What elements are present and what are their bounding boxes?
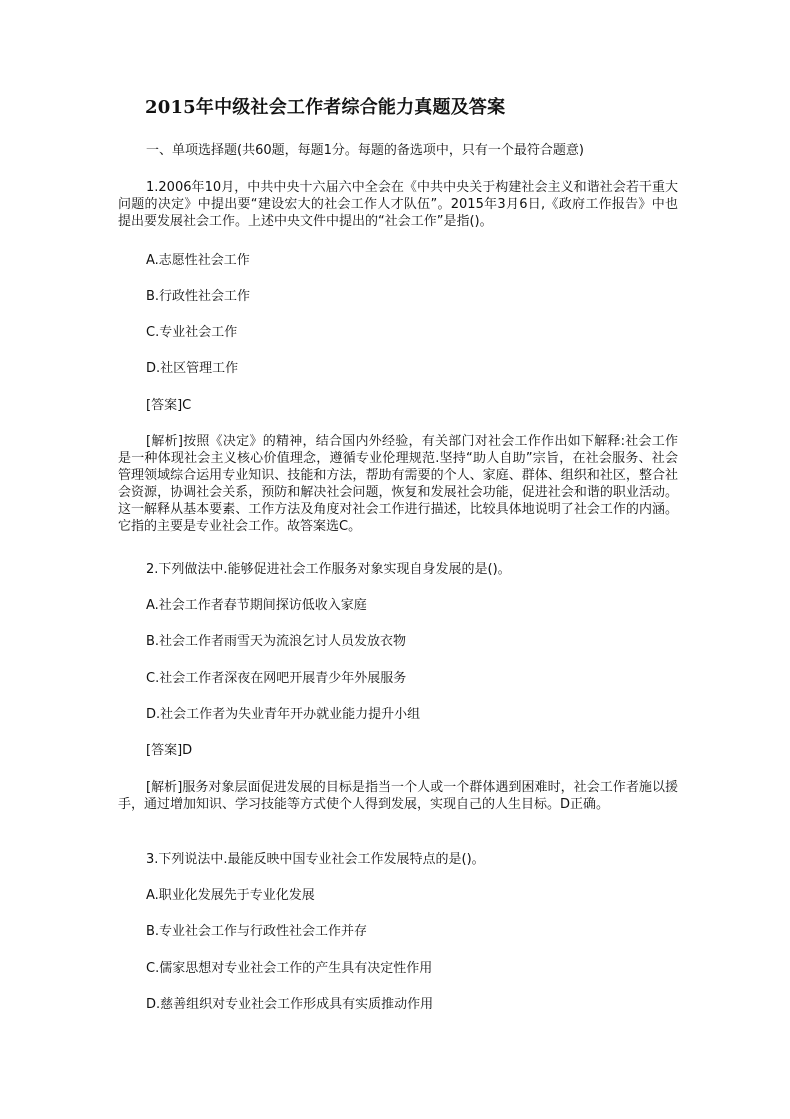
question-2-option-a: A.社会工作者春节期间探访低收入家庭 <box>146 598 367 613</box>
question-3-option-d: D.慈善组织对专业社会工作形成具有实质推动作用 <box>146 997 434 1012</box>
section-heading: 一、单项选择题(共60题，每题1分。每题的备选项中，只有一个最符合题意) <box>146 143 584 158</box>
question-2-option-b: B.社会工作者雨雪天为流浪乞讨人员发放衣物 <box>146 634 407 649</box>
question-1-option-c: C.专业社会工作 <box>146 325 238 340</box>
question-3-option-b: B.专业社会工作与行政性社会工作并存 <box>146 924 368 939</box>
question-3-stem: 3.下列说法中.最能反映中国专业社会工作发展特点的是()。 <box>146 852 485 867</box>
question-1-stem: 1.2006年10月，中共中央十六届六中全会在《中共中央关于构建社会主义和谐社会若干重大问题的决定》中提出要“建设宏大的社会工作人才队伍”。2015年3月6日,《政府工作报告》中也提出要发展社会工作。上述中央文件中提出的“社会工作”是指()。 <box>118 180 678 229</box>
question-2-option-c: C.社会工作者深夜在网吧开展青少年外展服务 <box>146 671 407 686</box>
page-title: 2015年中级社会工作者综合能力真题及答案 <box>145 97 506 118</box>
question-1-analysis: [解析]按照《决定》的精神，结合国内外经验，有关部门对社会工作作出如下解释:社会工作是一种体现社会主义核心价值理念，遵循专业伦理规范.坚持“助人自助”宗旨，在社会服务、社会管理领域综合运用专业知识、技能和方法，帮助有需要的个人、家庭、群体、组织和社区，整合社会资源，协调社会关系，预防和解决社会问题，恢复和发展社会功能，促进社会和谐的职业活动。这一解释从基本要素、工作方法及角度对社会工作进行描述，比较具体地说明了社会工作的内涵。它指的主要是专业社会工作。故答案选C。 <box>118 434 678 534</box>
question-2-analysis: [解析]服务对象层面促进发展的目标是指当一个人或一个群体遇到困难时，社会工作者施以援手，通过增加知识、学习技能等方式使个人得到发展，实现自己的人生目标。D正确。 <box>118 780 678 812</box>
question-2-answer: [答案]D <box>146 743 193 758</box>
question-1-option-a: A.志愿性社会工作 <box>146 253 250 268</box>
question-2-stem: 2.下列做法中.能够促进社会工作服务对象实现自身发展的是()。 <box>146 562 511 577</box>
question-1-option-d: D.社区管理工作 <box>146 361 239 376</box>
question-3-option-c: C.儒家思想对专业社会工作的产生具有决定性作用 <box>146 961 433 976</box>
question-3-option-a: A.职业化发展先于专业化发展 <box>146 888 315 903</box>
question-2-option-d: D.社会工作者为失业青年开办就业能力提升小组 <box>146 707 421 722</box>
question-1-option-b: B.行政性社会工作 <box>146 289 251 304</box>
question-1-answer: [答案]C <box>146 398 192 413</box>
